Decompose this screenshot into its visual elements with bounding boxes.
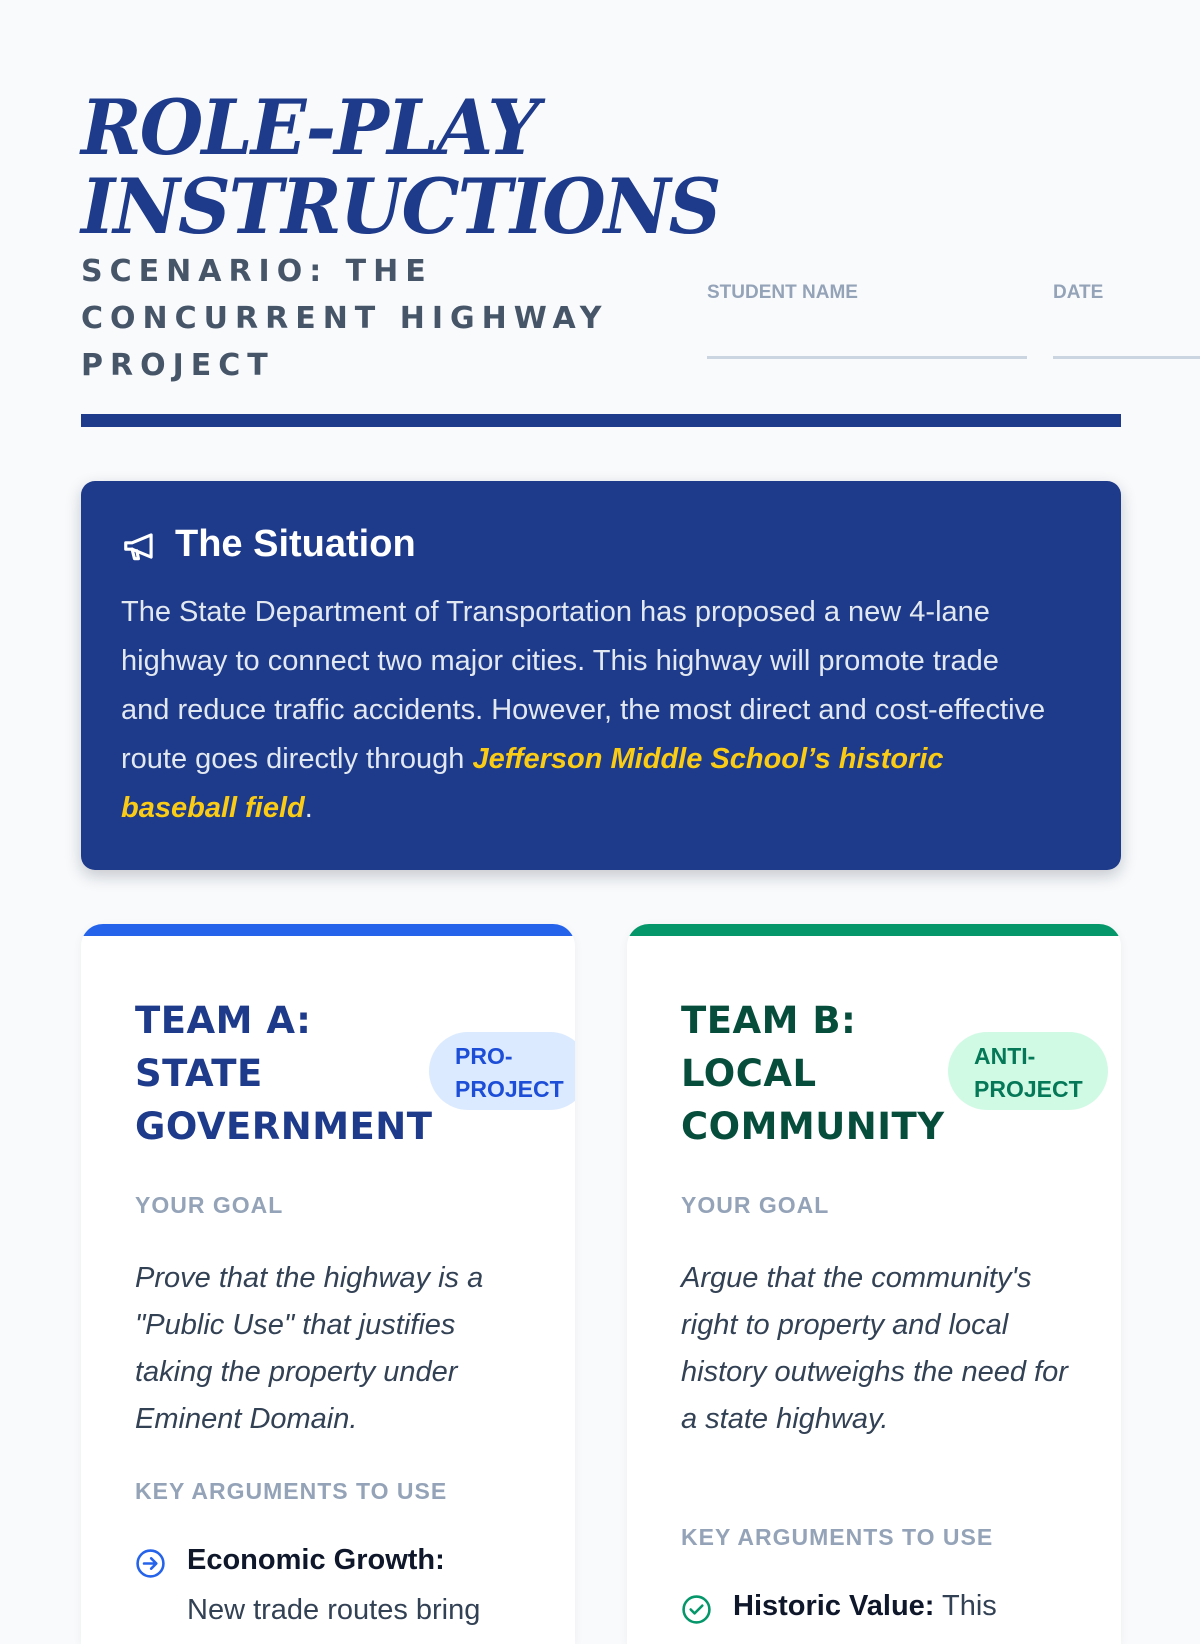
team-a-badge-line-1: PRO- [455, 1043, 513, 1069]
team-a-accent-bar [81, 924, 575, 936]
situation-title: The Situation [175, 523, 416, 565]
team-a-badge-line-2: PROJECT [455, 1076, 564, 1102]
situation-panel [81, 481, 1121, 870]
page-title-line-2: INSTRUCTIONS [81, 162, 720, 251]
team-a-argument-1-continued: New trade routes bring [187, 1594, 481, 1626]
team-a-args-label: KEY ARGUMENTS TO USE [135, 1478, 448, 1504]
team-a-name-line-1: TEAM A: [135, 999, 312, 1042]
team-b-badge-line-2: PROJECT [974, 1076, 1083, 1102]
team-b-badge [948, 1032, 1108, 1110]
team-a-name-line-2: STATE [135, 1052, 263, 1095]
team-a-argument-1 [187, 1544, 445, 1577]
date-field[interactable] [1053, 356, 1200, 359]
team-b-name-line-2: LOCAL [681, 1052, 817, 1095]
student-name-label: STUDENT NAME [707, 282, 858, 303]
page-title [81, 83, 753, 251]
team-a-card [81, 924, 575, 1644]
team-b-name-line-1: TEAM B: [681, 999, 857, 1042]
team-a-name [135, 994, 455, 1153]
team-b-accent-bar [627, 924, 1121, 936]
team-b-argument-1-title: Historic Value: [733, 1590, 935, 1622]
situation-highlight: Jefferson Middle School’s historic baseball field [121, 743, 944, 824]
header-divider [81, 414, 1121, 427]
team-a-goal-label: YOUR GOAL [135, 1192, 284, 1218]
date-label: DATE [1053, 282, 1104, 303]
scenario-subtitle: SCENARIO: THE CONCURRENT HIGHWAY PROJECT [81, 254, 609, 383]
team-b-argument-1 [733, 1590, 997, 1623]
page-title-line-1: ROLE-PLAY [81, 83, 538, 172]
team-a-argument-1-title: Economic Growth: [187, 1544, 445, 1576]
team-a-name-line-3: GOVERNMENT [135, 1105, 433, 1148]
team-b-name-line-3: COMMUNITY [681, 1105, 945, 1148]
arrow-circle-right-icon [135, 1548, 166, 1579]
team-a-goal-text: Prove that the highway is a "Public Use" that justifies taking the property under Eminent Domain. [135, 1262, 484, 1435]
team-b-goal-label: YOUR GOAL [681, 1192, 830, 1218]
team-a-badge [429, 1032, 575, 1110]
student-name-field[interactable] [707, 356, 1027, 359]
team-b-badge-line-1: ANTI- [974, 1043, 1036, 1069]
check-circle-icon [681, 1594, 712, 1625]
team-b-args-label: KEY ARGUMENTS TO USE [681, 1524, 994, 1550]
team-b-card [627, 924, 1121, 1644]
team-b-argument-1-desc: This [934, 1590, 997, 1622]
situation-text-end: . [304, 792, 313, 824]
team-b-goal-text: Argue that the community's right to property and local history outweighs the need for a state highway. [681, 1262, 1068, 1435]
situation-text: The State Department of Transportation has proposed a new 4-lane highway to connect two major cities. This highway will promote trade and reduce traffic accidents. However, the most direct and cost-effective route goes directly through [121, 596, 1046, 775]
megaphone-icon [121, 527, 159, 565]
situation-body [121, 588, 1051, 833]
